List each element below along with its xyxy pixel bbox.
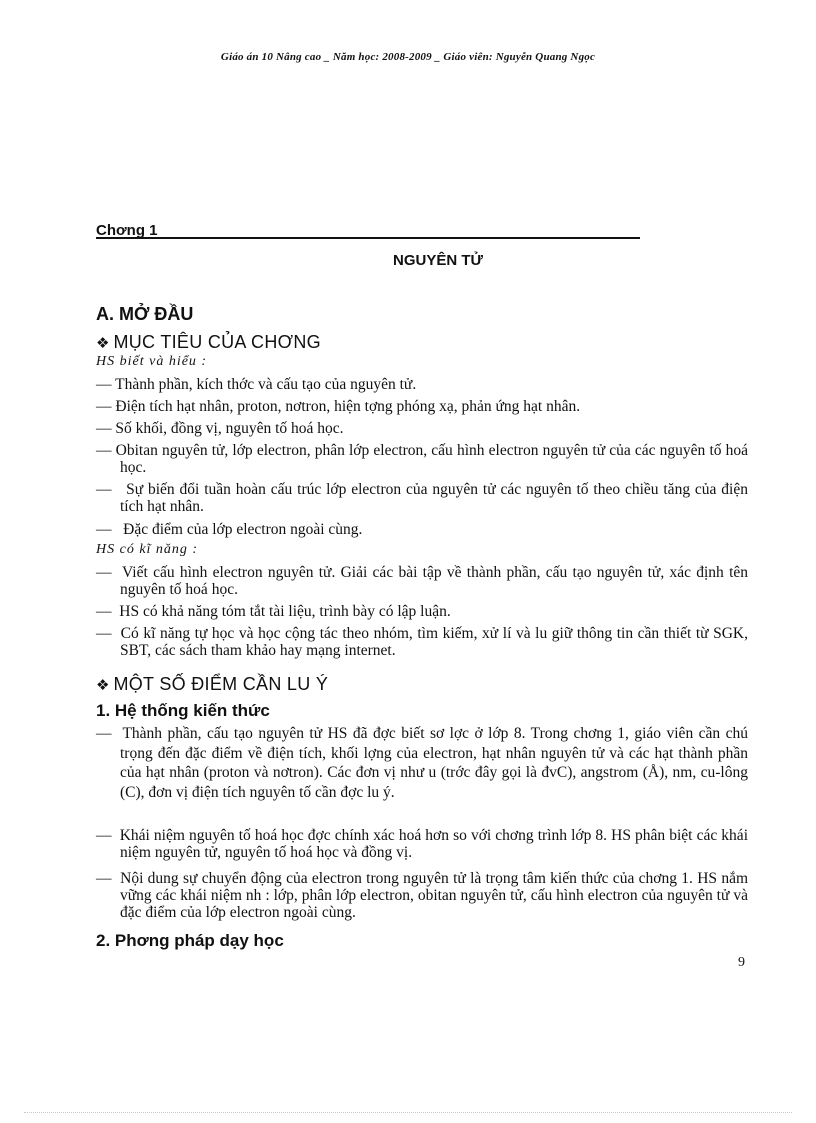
diamond-bullet-icon: ❖: [96, 676, 110, 694]
skills-note: HS có kĩ năng :: [96, 542, 199, 557]
list-item: — Có kĩ năng tự học và học cộng tác theo nhóm, tìm kiếm, xử lí và lu giữ thông tin cần thiết từ SGK, SBT, các sách tham khảo hay mạng internet.: [96, 625, 749, 659]
list-item: — Đặc điểm của lớp electron ngoài cùng.: [96, 521, 363, 538]
chapter-title: NGUYÊN TỬ: [393, 252, 483, 269]
section-2-title: 2. Phơng pháp dạy học: [96, 931, 284, 950]
page-header: Giáo án 10 Nâng cao _ Năm học: 2008-2009 _ Giáo viên: Nguyễn Quang Ngọc: [220, 51, 596, 63]
notes-heading-row: [96, 674, 328, 695]
notes-heading: MỘT SỐ ĐIỂM CẦN LU Ý: [113, 674, 329, 694]
objectives-heading-row: [96, 332, 321, 353]
section-a-heading: A. MỞ ĐẦU: [96, 304, 194, 324]
list-item: — Sự biến đổi tuần hoàn cấu trúc lớp electron của nguyên tử các nguyên tố theo chiều tăng của điện tích hạt nhân.: [96, 481, 748, 515]
objectives-heading: MỤC TIÊU CỦA CHƠNG: [113, 332, 321, 352]
diamond-bullet-icon: ❖: [96, 334, 110, 352]
footer-divider: [24, 1112, 792, 1113]
chapter-label: Chơng 1: [96, 222, 158, 239]
page-number: 9: [738, 955, 745, 970]
chapter-rule: [96, 237, 640, 239]
list-item: — Viết cấu hình electron nguyên tử. Giải các bài tập về thành phần, cấu tạo nguyên tử, xác định tên nguyên tố hoá học.: [96, 564, 749, 598]
list-item: — Thành phần, kích thớc và cấu tạo của nguyên tử.: [96, 376, 417, 393]
section-1-title: 1. Hệ thống kiến thức: [96, 701, 270, 720]
list-item: — Điện tích hạt nhân, proton, nơtron, hiện tợng phóng xạ, phản ứng hạt nhân.: [96, 398, 581, 415]
list-item: — Thành phần, cấu tạo nguyên tử HS đã đợc biết sơ lợc ở lớp 8. Trong chơng 1, giáo viên cần chú trọng đến đặc điểm về điện tích, khối lợng của electron, hạt nhân nguyên tử và các hạt thành phần của hạt nhân (proton và nơtron). Các đơn vị như u (trớc đây gọi là đvC), angstrom (Å), nm, cu-lông (C), đơn vị điện tích nguyên tố cần đợc lu ý.: [96, 725, 749, 801]
list-item: — Khái niệm nguyên tố hoá học đợc chính xác hoá hơn so với chơng trình lớp 8. HS phân biệt các khái niệm nguyên tử, nguyên tố hoá học và đồng vị.: [96, 827, 748, 861]
knowledge-note: HS biết và hiểu :: [96, 354, 208, 369]
list-item: — Obitan nguyên tử, lớp electron, phân lớp electron, cấu hình electron nguyên tử của các nguyên tố hoá học.: [96, 442, 749, 476]
list-item: — Nội dung sự chuyển động của electron trong nguyên tử là trọng tâm kiến thức của chơng 1. HS nắm vững các khái niệm nh : lớp, phân lớp electron, obitan nguyên tử, cấu hình electron của nguyên tử và đặc điểm của lớp electron ngoài cùng.: [96, 870, 748, 921]
list-item: — HS có khả năng tóm tắt tài liệu, trình bày có lập luận.: [96, 603, 451, 620]
list-item: — Số khối, đồng vị, nguyên tố hoá học.: [96, 420, 344, 437]
